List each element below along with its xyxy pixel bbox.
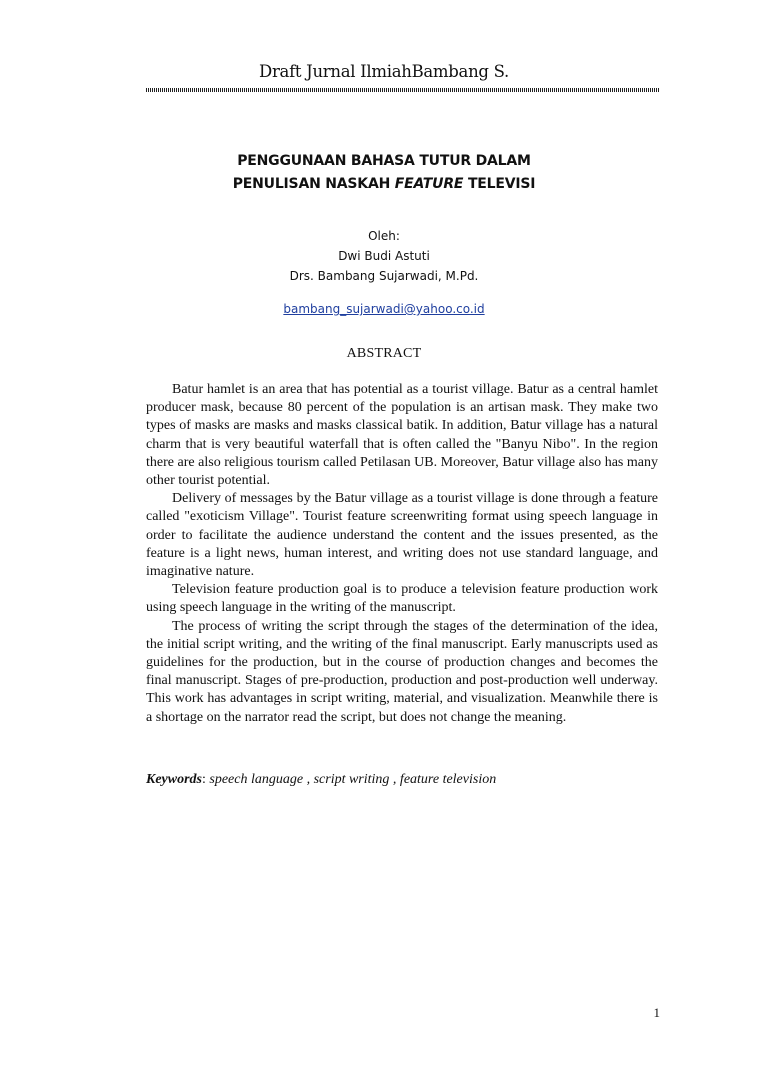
keywords-separator: :	[202, 772, 210, 787]
keywords-text: speech language , script writing , feature television	[209, 772, 497, 787]
author-block	[0, 226, 768, 286]
page-number: 1	[653, 1005, 660, 1020]
keywords-line	[146, 772, 658, 788]
abstract-paragraph: Television feature production goal is to produce a television feature production work using speech language in the writing of the manuscript.	[146, 582, 658, 616]
author-name-2: Drs. Bambang Sujarwadi, M.Pd.	[289, 269, 479, 283]
title-line-2	[0, 173, 768, 196]
abstract-heading: ABSTRACT	[346, 346, 422, 361]
title-line-2-suffix: TELEVISI	[463, 176, 536, 192]
abstract-paragraph: Delivery of messages by the Batur village as a tourist village is done through a feature called "exoticism Village". Tourist feature screenwriting format using speech language in order to facilitate the audience understand the content and the issues presented, as the feature is a light news, human interest, and writing does not use standard language, and imaginative nature.	[146, 491, 658, 580]
header-dotted-rule	[146, 88, 660, 92]
keywords-label: Keywords	[146, 772, 202, 787]
title-emphasis: FEATURE	[394, 176, 464, 192]
abstract-body	[146, 381, 658, 727]
author-name-1: Dwi Budi Astuti	[338, 249, 430, 263]
author-email-link[interactable]: bambang_sujarwadi@yahoo.co.id	[283, 302, 485, 316]
abstract-paragraph: Batur hamlet is an area that has potential as a tourist village. Batur as a central hamlet producer mask, because 80 percent of the population is an artisan mask. They make two types of masks are masks and masks classical batik. In addition, Batur village has a natural charm that is very beautiful waterfall that is often called the "Banyu Nibo". In the region there are also religious tourism called Petilasan UB. Moreover, Batur village also has many other tourist potential.	[146, 382, 658, 489]
title-line-2-prefix: PENULISAN NASKAH	[232, 176, 395, 192]
abstract-paragraph: The process of writing the script through the stages of the determination of the idea, the initial script writing, and the writing of the final manuscript. Early manuscripts used as guidelines for the production, but in the course of production changes and becomes the final manuscript. Stages of pre-production, production and post-production well underway. This work has advantages in script writing, material, and visualization. Meanwhile there is a shortage on the narrator read the script, but does not change the meaning.	[146, 618, 658, 725]
paper-title	[0, 150, 768, 196]
title-line-1: PENGGUNAAN BAHASA TUTUR DALAM	[237, 153, 531, 169]
by-label: Oleh:	[368, 229, 400, 243]
running-header: Draft Jurnal IlmiahBambang S.	[259, 62, 509, 81]
